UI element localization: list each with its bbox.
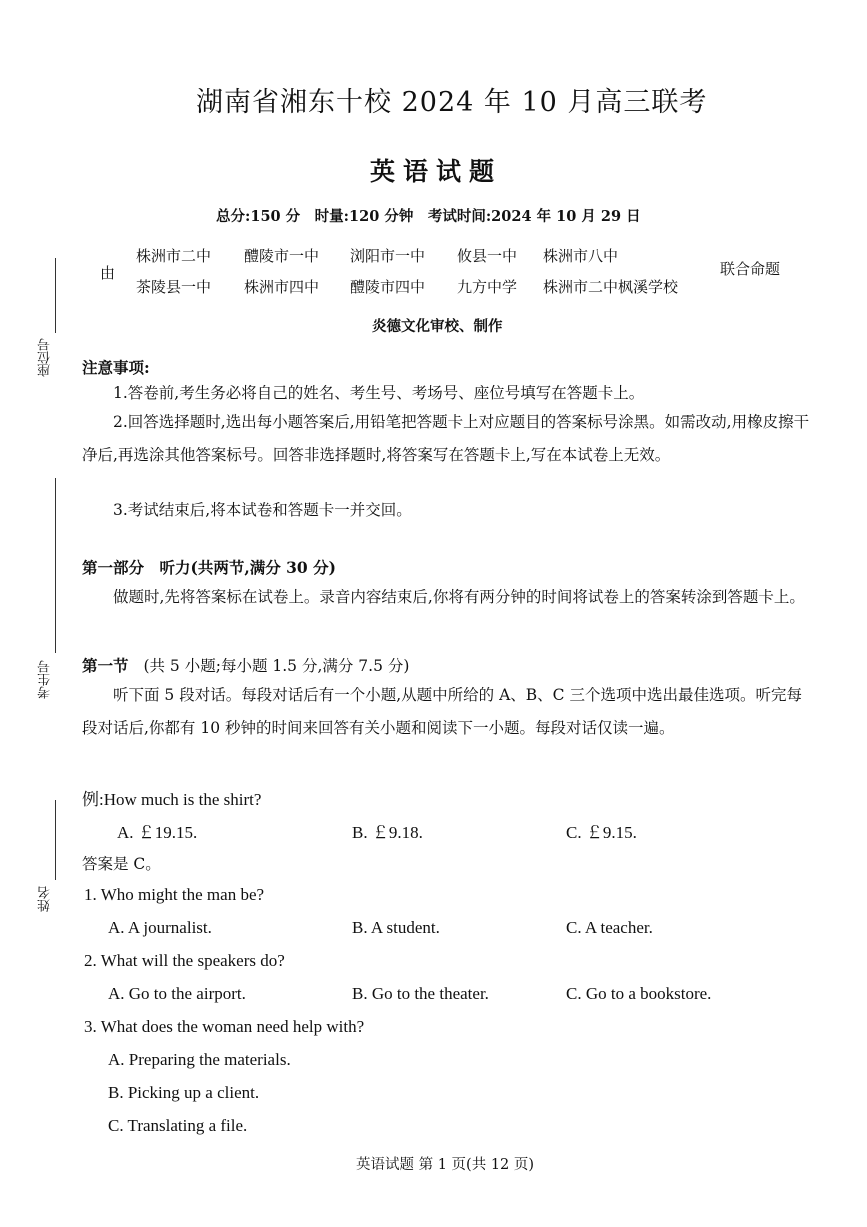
section-heading xyxy=(82,654,409,676)
question-2: 2. What will the speakers do? xyxy=(84,951,285,970)
school: 株洲市八中 xyxy=(543,247,619,265)
example-option-b: B. ￡9.18. xyxy=(352,823,423,842)
example-answer: 答案是 C。 xyxy=(82,855,161,873)
school: 株洲市二中 xyxy=(136,247,212,265)
section-title: 第一节 xyxy=(82,656,129,675)
section-intro: 听下面 5 段对话。每段对话后有一个小题,从题中所给的 A、B、C 三个选项中选出最佳选项。听完每段对话后,你都有 10 秒钟的时间来回答有关小题和阅读下一小题。每段对话仅读一遍。 xyxy=(82,686,802,737)
name-line xyxy=(55,800,56,880)
example-option-a: A. ￡19.15. xyxy=(117,823,198,842)
seat-line xyxy=(55,258,56,333)
part1-title: 第一部分 听力(共两节,满分 30 分) xyxy=(82,558,336,577)
school: 株洲市四中 xyxy=(244,278,320,296)
q1-option-b: B. A student. xyxy=(352,918,440,937)
question-1: 1. Who might the man be? xyxy=(84,885,265,904)
joint-label: 联合命题 xyxy=(720,260,781,278)
note-item-1: 1.答卷前,考生务必将自己的姓名、考生号、考场号、座位号填写在答题卡上。 xyxy=(113,384,645,402)
q3-option-c: C. Translating a file. xyxy=(108,1116,248,1135)
notes-title: 注意事项: xyxy=(82,358,150,377)
school: 茶陵县一中 xyxy=(136,278,212,296)
exam-title: 湖南省湘东十校 2024 年 10 月高三联考 xyxy=(196,87,708,118)
q1-option-a: A. A journalist. xyxy=(108,918,212,937)
question-3: 3. What does the woman need help with? xyxy=(84,1017,365,1036)
note-item-2: 2.回答选择题时,选出每小题答案后,用铅笔把答题卡上对应题目的答案标号涂黑。如需改动,用橡皮擦干净后,再选涂其他答案标号。回答非选择题时,将答案写在答题卡上,写在本试卷上无效。 xyxy=(82,413,810,464)
q2-option-b: B. Go to the theater. xyxy=(352,984,489,1003)
exam-no-line xyxy=(55,478,56,653)
page-footer: 英语试题 第 1 页(共 12 页) xyxy=(356,1157,535,1173)
school: 攸县一中 xyxy=(457,247,518,265)
exam-no-label: 考生号 xyxy=(38,660,53,699)
name-label: 姓名 xyxy=(38,886,53,912)
subject-title: 英语试题 xyxy=(370,157,503,186)
q2-option-c: C. Go to a bookstore. xyxy=(566,984,712,1003)
school: 九方中学 xyxy=(457,278,518,296)
q3-option-a: A. Preparing the materials. xyxy=(108,1050,291,1069)
school: 醴陵市四中 xyxy=(350,278,426,296)
school: 浏阳市一中 xyxy=(350,247,426,265)
q1-option-c: C. A teacher. xyxy=(566,918,653,937)
maker-label: 炎德文化审校、制作 xyxy=(372,318,503,335)
exam-meta: 总分:150 分 时量:120 分钟 考试时间:2024 年 10 月 29 日 xyxy=(216,208,641,225)
section-note: (共 5 小题;每小题 1.5 分,满分 7.5 分) xyxy=(143,657,410,675)
school: 株洲市二中枫溪学校 xyxy=(543,278,679,296)
by-label: 由 xyxy=(100,264,116,282)
q3-option-b: B. Picking up a client. xyxy=(108,1083,260,1102)
example-question: 例:How much is the shirt? xyxy=(82,790,262,809)
example-option-c: C. ￡9.15. xyxy=(566,823,637,842)
school: 醴陵市一中 xyxy=(244,247,320,265)
q2-option-a: A. Go to the airport. xyxy=(108,984,246,1003)
seat-label: 座位号 xyxy=(38,338,53,377)
part1-intro: 做题时,先将答案标在试卷上。录音内容结束后,你将有两分钟的时间将试卷上的答案转涂到答题卡上。 xyxy=(113,588,805,606)
note-item-3: 3.考试结束后,将本试卷和答题卡一并交回。 xyxy=(113,501,412,519)
